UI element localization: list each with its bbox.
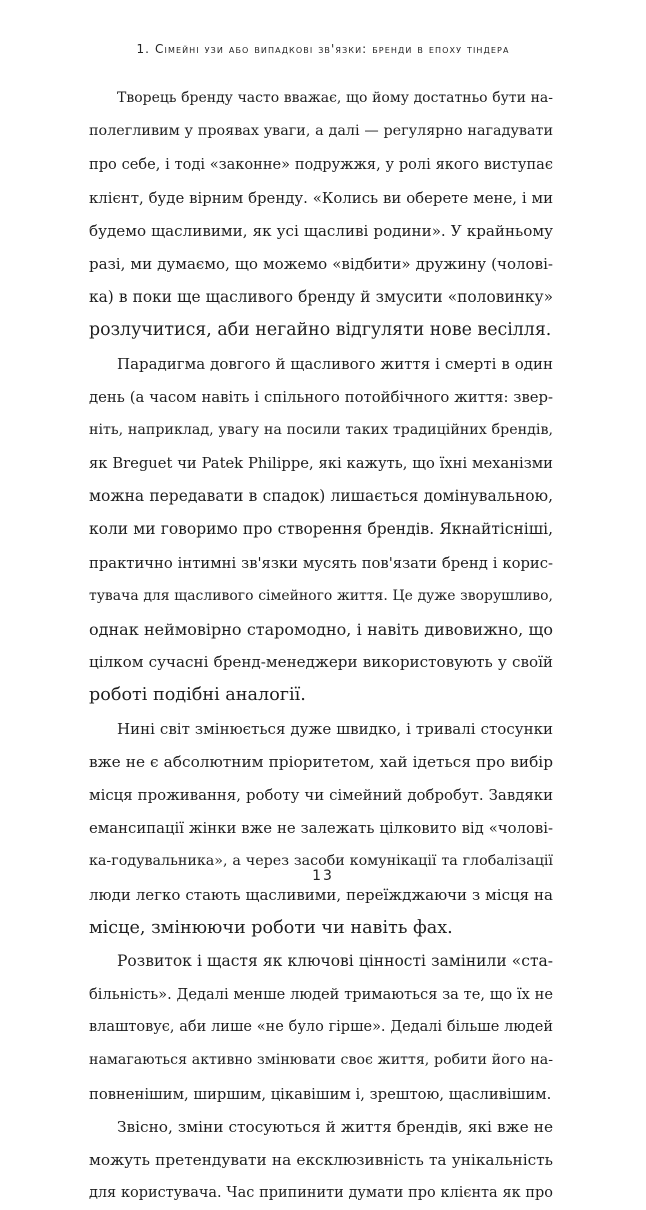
body-text [89, 82, 553, 1210]
text-line: практично інтимні зв'язки мусять пов'язати бренд і корис- [89, 554, 553, 572]
paragraph [89, 1111, 553, 1210]
text-line: для користувача. Час припинити думати про клієнта як про [89, 1185, 553, 1202]
text-line: тувача для щасливого сімейного життя. Це дуже зворушливо, [89, 587, 553, 604]
text-line: Нині світ змінюється дуже швидко, і тривалі стосунки [117, 719, 553, 738]
text-line: можуть претендувати на ексклюзивність та унікальність [89, 1151, 553, 1169]
text-line: полегливим у проявах уваги, а далі — регулярно нагадувати [89, 123, 553, 140]
page-number: 13 [312, 868, 334, 884]
text-line: коли ми говоримо про створення брендів. Якнайтісніші, [89, 520, 553, 539]
running-head: 1. Сімейні узи або випадкові зв'язки: бренди в епоху тіндера [136, 42, 510, 56]
text-line: роботі подібні аналогії. [89, 685, 306, 706]
text-line: день (а часом навіть і спільного потойбічного життя: звер- [89, 388, 553, 406]
text-line: однак неймовірно старомодно, і навіть дивовижно, що [89, 620, 553, 639]
text-line: разі, ми думаємо, що можемо «відбити» дружину (чолові- [89, 254, 553, 273]
text-line: клієнт, буде вірним бренду. «Колись ви оберете мене, і ми [89, 188, 553, 207]
text-line: місце, змінюючи роботи чи навіть фах. [89, 917, 453, 938]
paragraph [89, 348, 553, 713]
text-line: емансипації жінки вже не залежать цілковито від «чолові- [89, 820, 553, 838]
text-line: про себе, і тоді «законне» подружжя, у ролі якого виступає [89, 156, 553, 174]
text-line: повненішим, ширшим, цікавішим і, зрештою, щасливішим. [89, 1085, 552, 1103]
text-line: Парадигма довгого й щасливого життя і смерті в один [117, 354, 553, 373]
text-line: ніть, наприклад, увагу на посили таких традиційних брендів, [89, 421, 553, 438]
text-line: будемо щасливими, як усі щасливі родини». У крайньому [89, 221, 553, 240]
text-line: розлучитися, аби негайно відгуляти нове весілля. [89, 320, 552, 341]
text-line: Розвиток і щастя як ключові цінності замінили «ста- [117, 951, 553, 970]
text-line: намагаються активно змінювати своє життя, робити його на- [89, 1052, 553, 1069]
paragraph [89, 713, 553, 945]
text-line: вже не є абсолютним пріоритетом, хай ідеться про вибір [89, 752, 553, 771]
text-line: ка) в поки ще щасливого бренду й змусити «половинку» [89, 288, 553, 307]
text-line: влаштовує, аби лише «не було гірше». Дедалі більше людей [89, 1019, 553, 1036]
text-line: люди легко стають щасливими, переїжджаючи з місця на [89, 885, 553, 904]
text-line: як Breguet чи Patek Philippe, які кажуть, що їхні механізми [89, 455, 553, 473]
paragraph [89, 82, 553, 348]
text-line: Творець бренду часто вважає, що йому достатньо бути на- [117, 90, 553, 106]
text-line: можна передавати в спадок) лишається домінувальною, [89, 487, 553, 506]
text-line: місця проживання, роботу чи сімейний добробут. Завдяки [89, 785, 553, 804]
text-line: цілком сучасні бренд-менеджери використовують у своїй [89, 653, 553, 672]
text-line: ка-годувальника», а через засоби комунікації та глобалізації [89, 853, 553, 870]
text-line: Звісно, зміни стосуються й життя брендів, які вже не [117, 1117, 553, 1136]
text-line: більність». Дедалі менше людей тримаються за те, що їх не [89, 986, 553, 1004]
